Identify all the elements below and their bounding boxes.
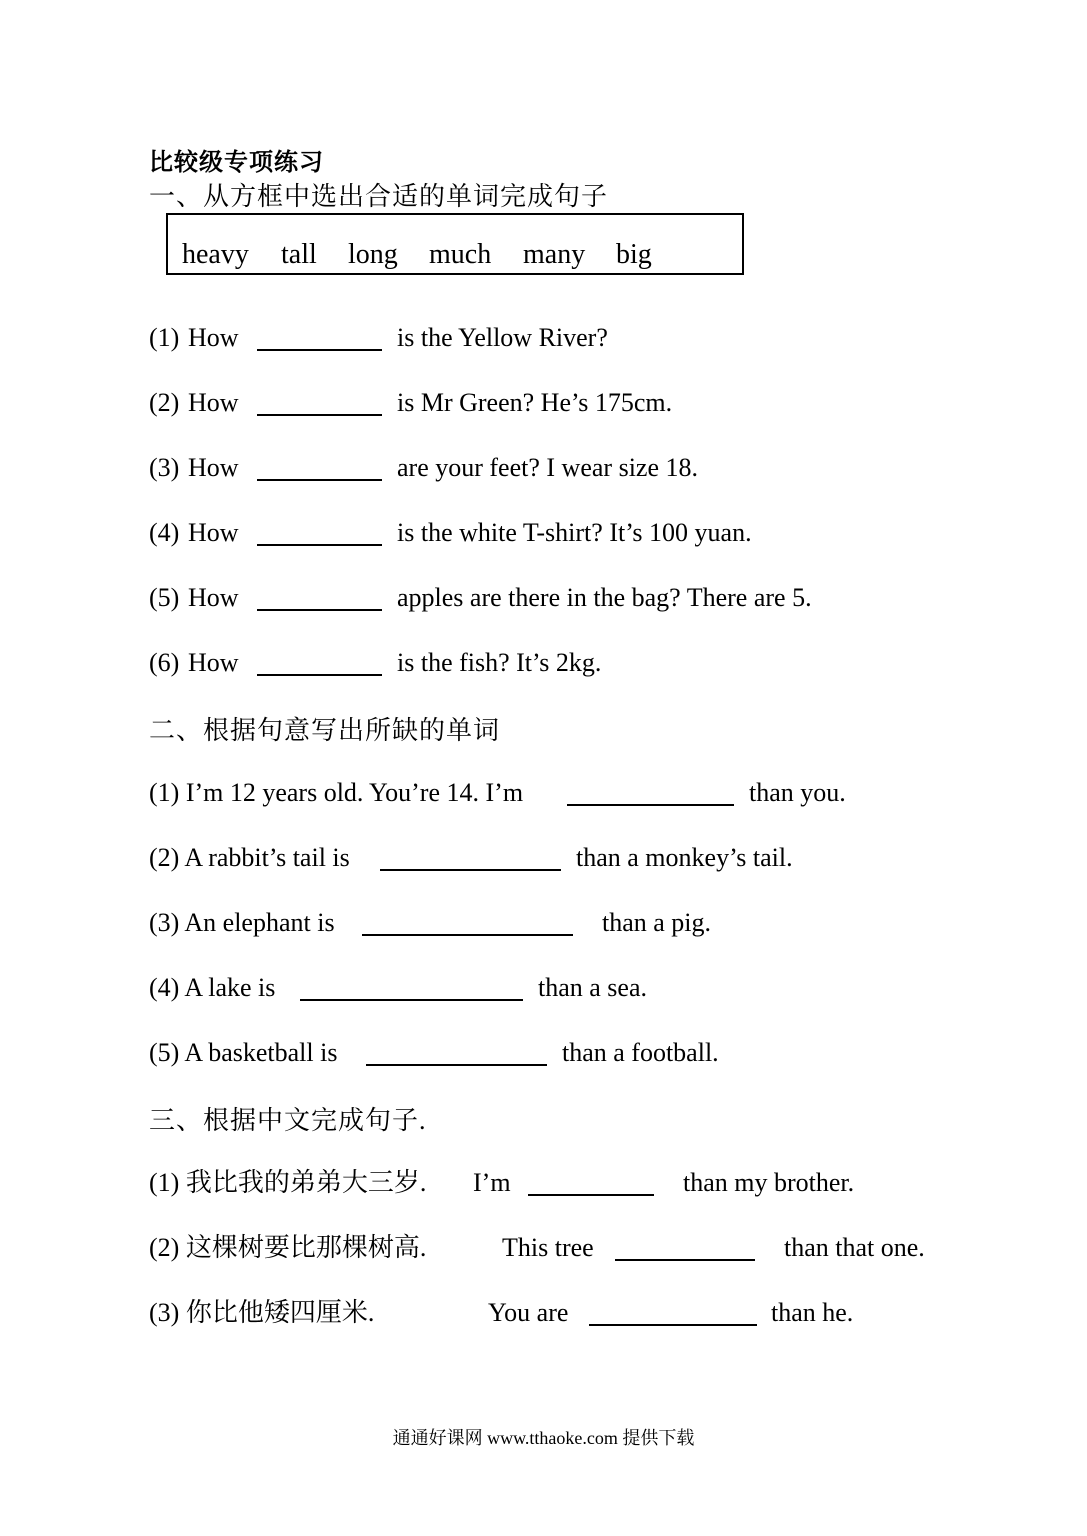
word-bank-item: much bbox=[429, 239, 492, 270]
item-suffix: apples are there in the bag? There are 5. bbox=[397, 583, 812, 612]
word-bank-item: heavy bbox=[182, 239, 249, 270]
section1-heading: 一、从方框中选出合适的单词完成句子 bbox=[149, 182, 609, 211]
item-prefix: (4) A lake is bbox=[149, 973, 276, 1002]
item-number: (4) bbox=[149, 518, 180, 547]
item-chinese-prompt: (1) 我比我的弟弟大三岁. bbox=[149, 1168, 427, 1197]
item-prefix: (1) I’m 12 years old. You’re 14. I’m bbox=[149, 778, 524, 807]
item-suffix: than he. bbox=[771, 1298, 854, 1327]
item-prefix: How bbox=[188, 648, 239, 677]
answer-blank[interactable] bbox=[257, 414, 382, 416]
footer-credit: 通通好课网 www.tthaoke.com 提供下载 bbox=[392, 1428, 695, 1448]
item-suffix: is Mr Green? He’s 175cm. bbox=[397, 388, 673, 417]
item-prefix: (3) An elephant is bbox=[149, 908, 335, 937]
page-title: 比较级专项练习 bbox=[149, 150, 324, 176]
item-prefix: This tree bbox=[502, 1233, 594, 1262]
item-number: (5) bbox=[149, 583, 180, 612]
word-bank-item: tall bbox=[281, 239, 317, 270]
answer-blank[interactable] bbox=[257, 674, 382, 676]
item-prefix: How bbox=[188, 453, 239, 482]
section3-heading: 三、根据中文完成句子. bbox=[149, 1106, 427, 1135]
answer-blank[interactable] bbox=[257, 609, 382, 611]
item-suffix: than my brother. bbox=[683, 1168, 855, 1197]
item-suffix: is the white T-shirt? It’s 100 yuan. bbox=[397, 518, 752, 547]
answer-blank[interactable] bbox=[528, 1194, 654, 1196]
answer-blank[interactable] bbox=[615, 1259, 755, 1261]
item-suffix: is the Yellow River? bbox=[397, 323, 608, 352]
item-prefix: How bbox=[188, 323, 239, 352]
item-suffix: than a football. bbox=[562, 1038, 719, 1067]
item-suffix: are your feet? I wear size 18. bbox=[397, 453, 698, 482]
item-number: (2) bbox=[149, 388, 180, 417]
item-prefix: How bbox=[188, 583, 239, 612]
item-prefix: How bbox=[188, 518, 239, 547]
item-suffix: than a sea. bbox=[538, 973, 648, 1002]
answer-blank[interactable] bbox=[589, 1324, 757, 1326]
answer-blank[interactable] bbox=[366, 1064, 547, 1066]
item-chinese-prompt: (2) 这棵树要比那棵树高. bbox=[149, 1233, 427, 1262]
item-prefix: I’m bbox=[473, 1168, 511, 1197]
item-suffix: than a monkey’s tail. bbox=[576, 843, 793, 872]
item-suffix: than a pig. bbox=[602, 908, 712, 937]
item-number: (6) bbox=[149, 648, 180, 677]
answer-blank[interactable] bbox=[362, 934, 573, 936]
word-bank-box bbox=[166, 213, 744, 275]
item-prefix: You are bbox=[488, 1298, 569, 1327]
answer-blank[interactable] bbox=[300, 999, 523, 1001]
word-bank-item: big bbox=[616, 239, 652, 270]
answer-blank[interactable] bbox=[380, 869, 561, 871]
item-suffix: than that one. bbox=[784, 1233, 925, 1262]
item-prefix: (5) A basketball is bbox=[149, 1038, 338, 1067]
item-suffix: than you. bbox=[749, 778, 846, 807]
item-number: (1) bbox=[149, 323, 180, 352]
section2-heading: 二、根据句意写出所缺的单词 bbox=[149, 716, 501, 745]
word-bank-item: many bbox=[523, 239, 586, 270]
answer-blank[interactable] bbox=[257, 349, 382, 351]
answer-blank[interactable] bbox=[257, 479, 382, 481]
answer-blank[interactable] bbox=[567, 804, 734, 806]
item-chinese-prompt: (3) 你比他矮四厘米. bbox=[149, 1298, 375, 1327]
item-number: (3) bbox=[149, 453, 180, 482]
word-bank-item: long bbox=[348, 239, 398, 270]
item-suffix: is the fish? It’s 2kg. bbox=[397, 648, 602, 677]
item-prefix: How bbox=[188, 388, 239, 417]
answer-blank[interactable] bbox=[257, 544, 382, 546]
item-prefix: (2) A rabbit’s tail is bbox=[149, 843, 350, 872]
